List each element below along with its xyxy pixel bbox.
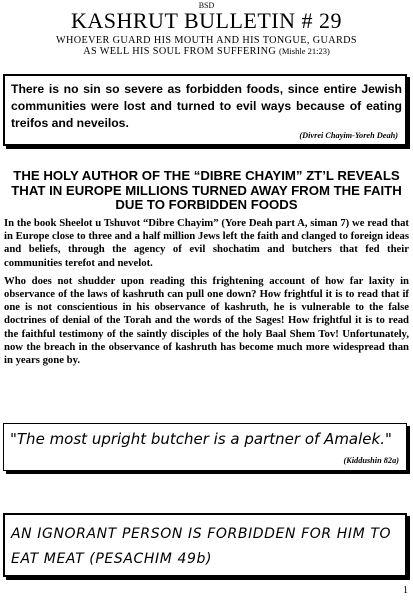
quote-citation: (Divrei Chayim-Yoreh Deah) — [299, 131, 398, 140]
subtitle-line-2-text: AS WELL HIS SOUL FROM SUFFERING — [83, 46, 277, 57]
quote-text: "The most upright butcher is a partner of Amalek." — [10, 430, 392, 448]
subtitle-line-1: WHOEVER GUARD HIS MOUTH AND HIS TONGUE, GUARDS — [55, 35, 357, 46]
page-subtitle — [4, 35, 409, 57]
page-number: 1 — [403, 585, 408, 596]
quote-box-divrei-chayim — [3, 74, 407, 146]
quote-box-kiddushin — [3, 423, 407, 471]
quote-text: AN IGNORANT PERSON IS FORBIDDEN FOR HIM TO EAT MEAT (PESACHIM 49b) — [11, 526, 392, 567]
quote-text: There is no sin so severe as forbidden foods, since entire Jewish communities were lost and turned to evil ways because of eating treifos and neveilos. — [11, 82, 402, 130]
article-paragraph-2: Who does not shudder upon reading this frightening account of how far laxity in observance of the laws of kashruth can pull one down? How frightful it is to read that if one is not conscientious in his observance of kashruth, he is vulnerable to the false doctrines of denial of the Torah and the words of the Sages! How frightful it is to read the faithful testimony of the saintly disciples of the holy Baal Shem Tov! Unfortunately, now the breach in the observance of kashruth has become much more widespread than in years gone by. — [4, 274, 409, 367]
bsd-header: BSD — [198, 1, 215, 10]
quote-box-pesachim — [3, 513, 407, 577]
page-title: KASHRUT BULLETIN # 29 — [70, 8, 343, 33]
subtitle-source: (Mishle 21:23) — [279, 46, 330, 56]
article-body — [4, 217, 409, 367]
subtitle-line-2 — [4, 46, 409, 57]
quote-citation: (Kiddushin 82a) — [343, 456, 399, 465]
article-headline: THE HOLY AUTHOR OF THE “DIBRE CHAYIM” ZT’L REVEALS THAT IN EUROPE MILLIONS TURNED AWAY FROM THE FAITH DUE TO FORBIDDEN FOODS — [11, 168, 402, 212]
article-paragraph-1: In the book Sheelot u Tshuvot “Dibre Chayim” (Yore Deah part A, siman 7) we read that in Europe close to three and a half million Jews left the faith and clanged to foreign ideas and beliefs, through the agency of evil shochatim and butchers that fed their communities terefot and nevelot. — [4, 217, 409, 269]
